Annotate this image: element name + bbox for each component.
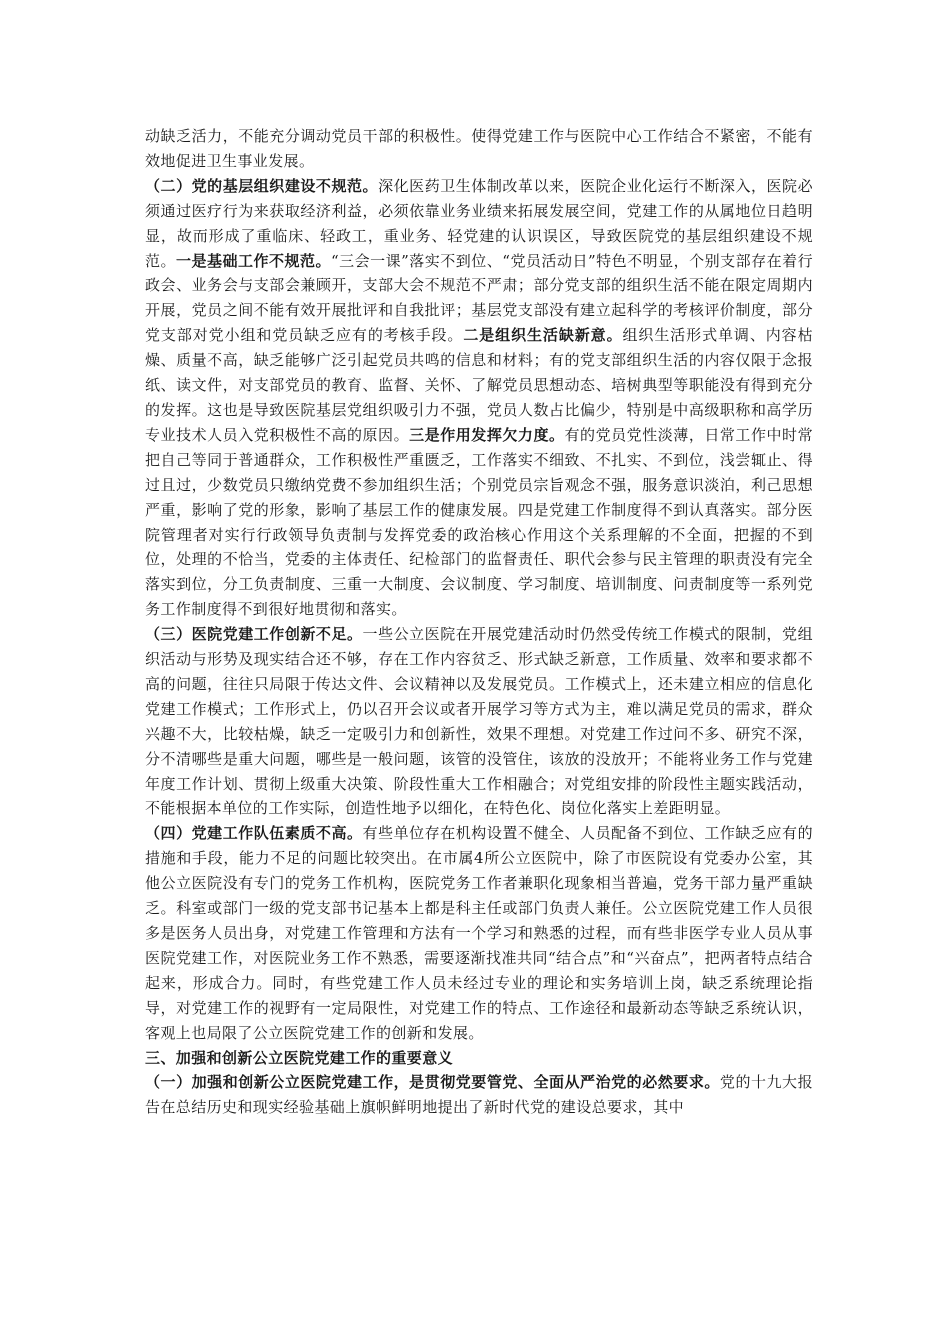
section-heading: 三、加强和创新公立医院党建工作的重要意义 [145, 1048, 454, 1067]
paragraph-lead: （一）加强和创新公立医院党建工作，是贯彻党要管党、全面从严治党的必然要求。 [145, 1073, 720, 1092]
paragraph-continuation [145, 124, 813, 174]
paragraph-lead: （四）党建工作队伍素质不高。 [145, 824, 363, 843]
paragraph-text: 有些单位存在机构设置不健全、人员配备不到位、工作缺乏应有的措施和手段，能力不足的问题比较突出。在市属4所公立医院中，除了市医院设有党委办公室，其他公立医院没有专门的党务工作机构，医院党务工作者兼职化现象相当普遍，党务干部力量严重缺乏。科室或部门一级的党支部书记基本上都是科主任或部门负责人兼任。公立医院党建工作人员很多是医务人员出身，对党建工作管理和方法有一个学习和熟悉的过程，而有些非医学专业人员从事医院党建工作，对医院业务工作不熟悉，需要逐渐找准共同“结合点”和“兴奋点”，把两者特点结合起来，形成合力。同时，有些党建工作人员未经过专业的理论和实务培训上岗，缺乏系统理论指导，对党建工作的视野有一定局限性，对党建工作的特点、工作途径和最新动态等缺乏系统认识，客观上也局限了公立医院党建工作的创新和发展。 [145, 824, 813, 1042]
paragraph-text: 动缺乏活力，不能充分调动党员干部的积极性。使得党建工作与医院中心工作结合不紧密，不能有效地促进卫生事业发展。 [145, 127, 813, 170]
paragraph-text: 组织生活形式单调、内容枯燥、质量不高，缺乏能够广泛引起党员共鸣的信息和材料；有的党支部组织生活的内容仅限于念报纸、读文件，对支部党员的教育、监督、关怀、了解党员思想动态、培树典型等职能没有得到充分的发挥。这也是导致医院基层党组织吸引力不强，党员人数占比偏少，特别是中高级职称和高学历专业技术人员入党积极性不高的原因。 [145, 326, 813, 444]
paragraph-subpoint: 二是组织生活缺新意。 [463, 326, 623, 345]
paragraph-lead: （三）医院党建工作创新不足。 [145, 625, 363, 644]
paragraph-text: “三会一课”落实不到位、“党员活动日”特色不明显，个别支部存在着行政会、业务会与支部会兼顾开，支部大会不规范不严肃；部分党支部的组织生活不能在限定周期内开展，党员之间不能有效开展批评和自我批评；基层党支部没有建立起科学的考核评价制度，部分党支部对党小组和党员缺乏应有的考核手段。 [145, 251, 813, 345]
paragraph-subpoint: 一是基础工作不规范。 [176, 251, 331, 270]
paragraph-text: 党的十九大报告在总结历史和现实经验基础上旗帜鲜明地提出了新时代党的建设总要求，其中 [145, 1073, 813, 1117]
paragraph-significance-one [145, 1070, 813, 1120]
paragraph-innovation [145, 622, 813, 821]
document-page [145, 124, 813, 1120]
paragraph-text: 深化医药卫生体制改革以来，医院企业化运行不断深入，医院必须通过医疗行为来获取经济利益，必须依靠业务业绩来拓展发展空间，党建工作的从属地位日趋明显，故而形成了重临床、轻政工，重业务、轻党建的认识误区，导致医院党的基层组织建设不规范。 [145, 176, 813, 270]
paragraph-team-quality [145, 821, 813, 1045]
paragraph-lead: （二）党的基层组织建设不规范。 [145, 176, 379, 195]
paragraph-text: 一些公立医院在开展党建活动时仍然受传统工作模式的限制，党组织活动与形势及现实结合还不够，存在工作内容贫乏、形式缺乏新意，工作质量、效率和要求都不高的问题，往往只局限于传达文件、会议精神以及发展党员。工作模式上，还未建立相应的信息化党建工作模式；工作形式上，仍以召开会议或者开展学习等方式为主，难以满足党员的需求，群众兴趣不大，比较枯燥，缺乏一定吸引力和创新性，效果不理想。对党建工作过问不多、研究不深，分不清哪些是重大问题，哪些是一般问题，该管的没管住，该放的没放开；不能将业务工作与党建年度工作计划、贯彻上级重大决策、阶段性重大工作相融合；对党组安排的阶段性主题实践活动，不能根据本单位的工作实际，创造性地予以细化，在特色化、岗位化落实上差距明显。 [145, 625, 813, 818]
paragraph-subpoint: 三是作用发挥欠力度。 [409, 425, 565, 444]
paragraph-organization-building [145, 174, 813, 622]
paragraph-text: 有的党员党性淡薄，日常工作中时常把自己等同于普通群众，工作积极性严重匮乏，工作落实不细致、不扎实、不到位，浅尝辄止、得过且过，少数党员只缴纳党费不参加组织生活；个别党员宗旨观念不强，服务意识淡泊，利己思想严重，影响了党的形象，影响了基层工作的健康发展。四是党建工作制度得不到认真落实。部分医院管理者对实行行政领导负责制与发挥党委的政治核心作用这个关系理解的不全面，把握的不到位，处理的不恰当，党委的主体责任、纪检部门的监督责任、职代会参与民主管理的职责没有完全落实到位，分工负责制度、三重一大制度、会议制度、学习制度、培训制度、问责制度等一系列党务工作制度得不到很好地贯彻和落实。 [145, 425, 813, 619]
